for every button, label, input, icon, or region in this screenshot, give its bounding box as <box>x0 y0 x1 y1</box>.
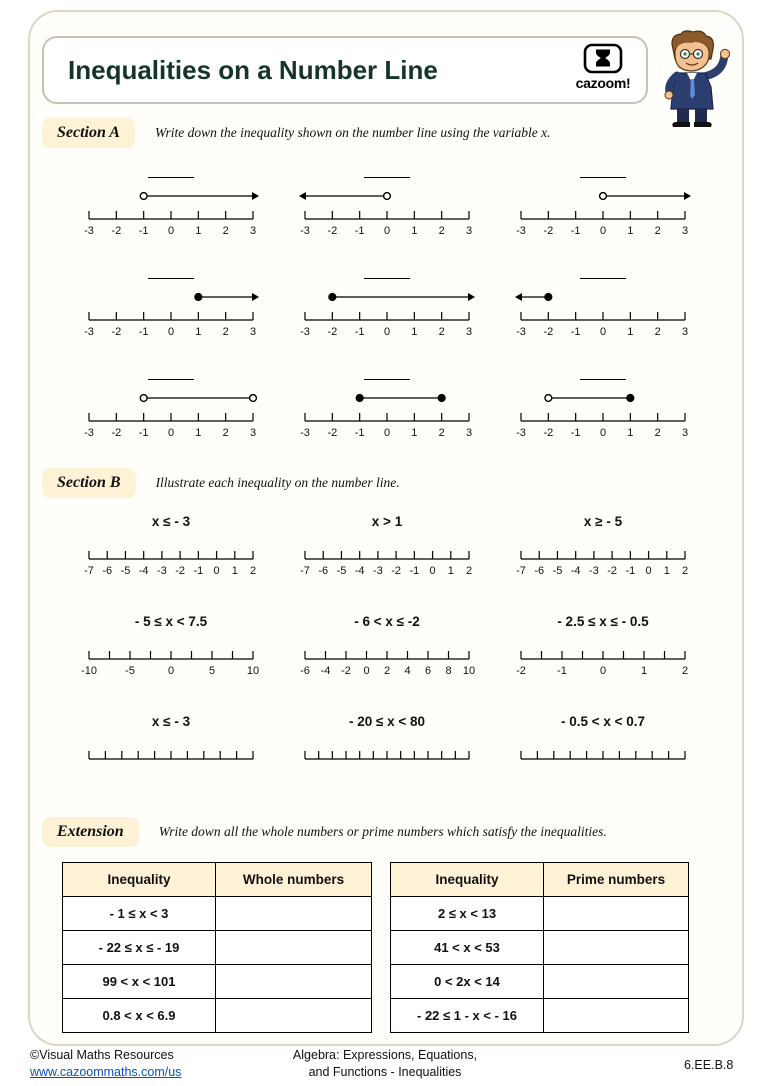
section-b-problem-3 <box>510 514 696 579</box>
answer-blank <box>148 266 194 279</box>
svg-text:10: 10 <box>246 665 260 677</box>
hourglass-icon <box>583 43 623 74</box>
answer-blank <box>148 165 194 178</box>
section-a-instruction: Write down the inequality shown on the number line using the variable x. <box>154 125 551 140</box>
svg-text:1: 1 <box>663 565 670 577</box>
svg-text:-4: -4 <box>354 565 365 577</box>
svg-text:-2: -2 <box>341 665 351 677</box>
logo-wordmark: cazoom! <box>575 75 631 91</box>
number-line <box>78 546 264 579</box>
answer-cell <box>544 897 689 931</box>
svg-text:1: 1 <box>411 427 418 439</box>
svg-text:0: 0 <box>167 427 175 439</box>
column-header-whole-numbers: Whole numbers <box>216 863 372 897</box>
inequality-label: x ≤ - 3 <box>151 714 191 729</box>
whole-numbers-table <box>62 862 372 1033</box>
svg-text:1: 1 <box>640 665 648 677</box>
svg-text:-7: -7 <box>300 565 310 577</box>
section-a-problem-5 <box>294 266 480 340</box>
table-row <box>391 999 689 1033</box>
svg-text:-3: -3 <box>84 326 94 338</box>
extension-header <box>42 817 607 847</box>
table-row <box>63 931 372 965</box>
svg-text:2: 2 <box>222 225 229 237</box>
answer-blank <box>580 266 626 279</box>
svg-text:-2: -2 <box>543 427 554 439</box>
svg-text:1: 1 <box>627 225 634 237</box>
answer-cell <box>216 931 372 965</box>
section-a-problem-2 <box>294 165 480 239</box>
section-b-label: Section B <box>42 468 136 498</box>
subject-line-1: Algebra: Expressions, Equations, <box>292 1048 478 1062</box>
svg-text:3: 3 <box>465 326 473 338</box>
table-header-row <box>63 863 372 897</box>
inequality-cell: 2 ≤ x < 13 <box>391 897 544 931</box>
svg-text:-2: -2 <box>111 427 122 439</box>
answer-cell <box>544 931 689 965</box>
answer-cell <box>216 965 372 999</box>
section-b-problem-5 <box>294 614 480 679</box>
svg-text:-2: -2 <box>111 326 122 338</box>
number-line <box>510 746 696 763</box>
number-line <box>294 546 480 579</box>
svg-text:-1: -1 <box>138 225 149 237</box>
section-a-problem-4 <box>78 266 264 340</box>
number-line <box>294 285 480 340</box>
svg-text:0: 0 <box>383 225 391 237</box>
svg-text:-2: -2 <box>391 565 402 577</box>
section-b-header <box>42 468 400 498</box>
number-line <box>294 746 480 763</box>
table-header-row <box>391 863 689 897</box>
answer-blank <box>148 367 194 380</box>
svg-text:-1: -1 <box>409 565 420 577</box>
svg-text:-5: -5 <box>552 565 563 577</box>
page-title: Inequalities on a Number Line <box>68 54 438 85</box>
section-a-problem-9 <box>510 367 696 441</box>
svg-text:3: 3 <box>249 326 257 338</box>
section-b-problem-1 <box>78 514 264 579</box>
svg-text:-1: -1 <box>354 427 365 439</box>
svg-text:0: 0 <box>599 427 607 439</box>
svg-text:1: 1 <box>447 565 454 577</box>
svg-text:1: 1 <box>195 326 202 338</box>
table-row <box>391 965 689 999</box>
extension-instruction: Write down all the whole numbers or prime numbers which satisfy the inequalities. <box>158 824 607 839</box>
svg-text:2: 2 <box>681 565 689 577</box>
answer-blank <box>580 165 626 178</box>
inequality-label: x > 1 <box>371 514 403 529</box>
svg-text:2: 2 <box>681 665 689 677</box>
svg-text:-4: -4 <box>570 565 581 577</box>
svg-text:-3: -3 <box>516 427 526 439</box>
number-line <box>510 184 696 239</box>
svg-text:1: 1 <box>231 565 238 577</box>
svg-text:-2: -2 <box>607 565 618 577</box>
extension-label: Extension <box>42 817 139 847</box>
inequality-cell: 99 < x < 101 <box>63 965 216 999</box>
svg-text:2: 2 <box>654 225 661 237</box>
svg-text:0: 0 <box>383 427 391 439</box>
svg-text:-1: -1 <box>354 225 365 237</box>
svg-text:-7: -7 <box>516 565 526 577</box>
number-line <box>78 646 264 679</box>
number-line <box>78 285 264 340</box>
svg-text:-1: -1 <box>570 427 581 439</box>
svg-text:2: 2 <box>383 665 391 677</box>
svg-text:2: 2 <box>438 225 445 237</box>
standard-code: 6.EE.B.8 <box>684 1058 734 1072</box>
svg-text:-4: -4 <box>320 665 331 677</box>
svg-text:3: 3 <box>465 225 473 237</box>
mascot-boy-illustration <box>650 28 738 132</box>
answer-blank <box>364 165 410 178</box>
section-a-label: Section A <box>42 118 135 148</box>
svg-text:1: 1 <box>195 225 202 237</box>
svg-text:2: 2 <box>438 427 445 439</box>
number-line <box>510 285 696 340</box>
table-row <box>63 965 372 999</box>
number-line <box>78 184 264 239</box>
svg-text:-3: -3 <box>372 565 383 577</box>
svg-text:-2: -2 <box>327 225 338 237</box>
svg-text:0: 0 <box>599 665 607 677</box>
column-header-inequality: Inequality <box>63 863 216 897</box>
answer-blank <box>580 367 626 380</box>
svg-text:2: 2 <box>465 565 473 577</box>
svg-text:1: 1 <box>411 326 418 338</box>
svg-text:0: 0 <box>429 565 436 577</box>
table-row <box>63 999 372 1033</box>
svg-text:-1: -1 <box>570 225 581 237</box>
answer-cell <box>544 999 689 1033</box>
svg-text:-3: -3 <box>588 565 599 577</box>
svg-text:-3: -3 <box>516 225 526 237</box>
svg-text:-5: -5 <box>125 665 135 677</box>
inequality-cell: - 1 ≤ x < 3 <box>63 897 216 931</box>
svg-text:6: 6 <box>424 665 432 677</box>
inequality-label: - 2.5 ≤ x ≤ - 0.5 <box>557 614 649 629</box>
svg-text:-2: -2 <box>543 225 554 237</box>
copyright-text: ©Visual Maths Resources <box>30 1048 174 1062</box>
svg-text:-1: -1 <box>570 326 581 338</box>
svg-text:-3: -3 <box>300 326 310 338</box>
svg-text:1: 1 <box>195 427 202 439</box>
answer-cell <box>544 965 689 999</box>
svg-text:-6: -6 <box>534 565 545 577</box>
svg-text:-3: -3 <box>84 427 94 439</box>
number-line <box>294 646 480 679</box>
svg-text:-4: -4 <box>138 565 149 577</box>
inequality-cell: - 22 ≤ 1 - x < - 16 <box>391 999 544 1033</box>
inequality-label: x ≥ - 5 <box>583 514 623 529</box>
svg-text:3: 3 <box>465 427 473 439</box>
section-b-instruction: Illustrate each inequality on the number line. <box>155 475 400 490</box>
section-b-grid <box>78 514 696 763</box>
number-line <box>510 646 696 679</box>
svg-text:3: 3 <box>681 225 689 237</box>
svg-text:3: 3 <box>681 427 689 439</box>
svg-text:2: 2 <box>438 326 445 338</box>
svg-text:3: 3 <box>249 225 257 237</box>
svg-text:-3: -3 <box>156 565 167 577</box>
svg-text:-10: -10 <box>81 665 97 677</box>
svg-text:-2: -2 <box>327 326 338 338</box>
svg-text:10: 10 <box>462 665 476 677</box>
svg-text:-3: -3 <box>516 326 526 338</box>
svg-text:0: 0 <box>599 225 607 237</box>
svg-text:4: 4 <box>404 665 411 677</box>
svg-text:2: 2 <box>249 565 257 577</box>
number-line <box>294 184 480 239</box>
svg-text:0: 0 <box>167 326 175 338</box>
svg-text:-3: -3 <box>300 427 310 439</box>
mascot-boy-icon <box>650 28 738 132</box>
svg-text:-2: -2 <box>175 565 186 577</box>
inequality-cell: 41 < x < 53 <box>391 931 544 965</box>
inequality-label: - 6 < x ≤ -2 <box>354 614 420 629</box>
prime-numbers-table <box>390 862 689 1033</box>
subject-line-2: and Functions - Inequalities <box>308 1064 462 1079</box>
inequality-label: - 20 ≤ x < 80 <box>348 714 426 729</box>
svg-text:-1: -1 <box>625 565 636 577</box>
svg-text:1: 1 <box>411 225 418 237</box>
svg-text:-2: -2 <box>111 225 122 237</box>
svg-text:3: 3 <box>681 326 689 338</box>
svg-text:-5: -5 <box>120 565 131 577</box>
svg-text:2: 2 <box>222 427 229 439</box>
section-b-problem-4 <box>78 614 264 679</box>
answer-cell <box>216 999 372 1033</box>
svg-text:0: 0 <box>167 665 175 677</box>
number-line <box>78 386 264 441</box>
inequality-cell: - 22 ≤ x ≤ - 19 <box>63 931 216 965</box>
inequality-label: - 5 ≤ x < 7.5 <box>134 614 208 629</box>
section-a-problem-6 <box>510 266 696 340</box>
inequality-cell: 0 < 2x < 14 <box>391 965 544 999</box>
number-line <box>294 386 480 441</box>
section-a-header <box>42 118 551 148</box>
footer-subject <box>260 1047 510 1081</box>
section-a-problem-1 <box>78 165 264 239</box>
svg-text:-2: -2 <box>543 326 554 338</box>
table-row <box>391 897 689 931</box>
svg-text:-6: -6 <box>102 565 113 577</box>
worksheet-sheet <box>28 10 744 1046</box>
section-a-grid <box>78 165 696 441</box>
svg-text:0: 0 <box>645 565 652 577</box>
column-header-prime-numbers: Prime numbers <box>544 863 689 897</box>
svg-text:-1: -1 <box>354 326 365 338</box>
section-b-problem-6 <box>510 614 696 679</box>
svg-text:-1: -1 <box>557 665 567 677</box>
inequality-cell: 0.8 < x < 6.9 <box>63 999 216 1033</box>
section-b-problem-2 <box>294 514 480 579</box>
table-row <box>63 897 372 931</box>
svg-text:1: 1 <box>627 427 634 439</box>
inequality-label: x ≤ - 3 <box>151 514 191 529</box>
svg-text:2: 2 <box>654 326 661 338</box>
svg-text:-1: -1 <box>138 326 149 338</box>
section-b-problem-8 <box>294 714 480 763</box>
svg-text:-5: -5 <box>336 565 347 577</box>
svg-text:-2: -2 <box>327 427 338 439</box>
svg-text:-1: -1 <box>138 427 149 439</box>
answer-blank <box>364 367 410 380</box>
section-a-problem-7 <box>78 367 264 441</box>
svg-text:0: 0 <box>383 326 391 338</box>
svg-text:0: 0 <box>213 565 220 577</box>
answer-blank <box>364 266 410 279</box>
svg-text:2: 2 <box>654 427 661 439</box>
svg-text:-1: -1 <box>193 565 204 577</box>
svg-text:5: 5 <box>208 665 216 677</box>
column-header-inequality: Inequality <box>391 863 544 897</box>
section-b-problem-7 <box>78 714 264 763</box>
answer-cell <box>216 897 372 931</box>
svg-text:-3: -3 <box>84 225 94 237</box>
svg-text:-3: -3 <box>300 225 310 237</box>
footer-left <box>30 1047 181 1081</box>
svg-text:3: 3 <box>249 427 257 439</box>
header <box>42 36 648 104</box>
table-row <box>391 931 689 965</box>
website-link[interactable]: www.cazoommaths.com/us <box>30 1064 182 1079</box>
cazoom-logo <box>574 43 632 91</box>
svg-text:-2: -2 <box>516 665 526 677</box>
svg-text:-7: -7 <box>84 565 94 577</box>
section-b-problem-9 <box>510 714 696 763</box>
inequality-label: - 0.5 < x < 0.7 <box>560 714 646 729</box>
svg-text:8: 8 <box>445 665 452 677</box>
number-line <box>510 386 696 441</box>
svg-text:0: 0 <box>599 326 607 338</box>
section-a-problem-3 <box>510 165 696 239</box>
svg-text:2: 2 <box>222 326 229 338</box>
svg-text:1: 1 <box>627 326 634 338</box>
svg-text:-6: -6 <box>318 565 329 577</box>
svg-text:0: 0 <box>363 665 370 677</box>
section-a-problem-8 <box>294 367 480 441</box>
number-line <box>78 746 264 763</box>
number-line <box>510 546 696 579</box>
svg-text:-6: -6 <box>300 665 310 677</box>
svg-text:0: 0 <box>167 225 175 237</box>
